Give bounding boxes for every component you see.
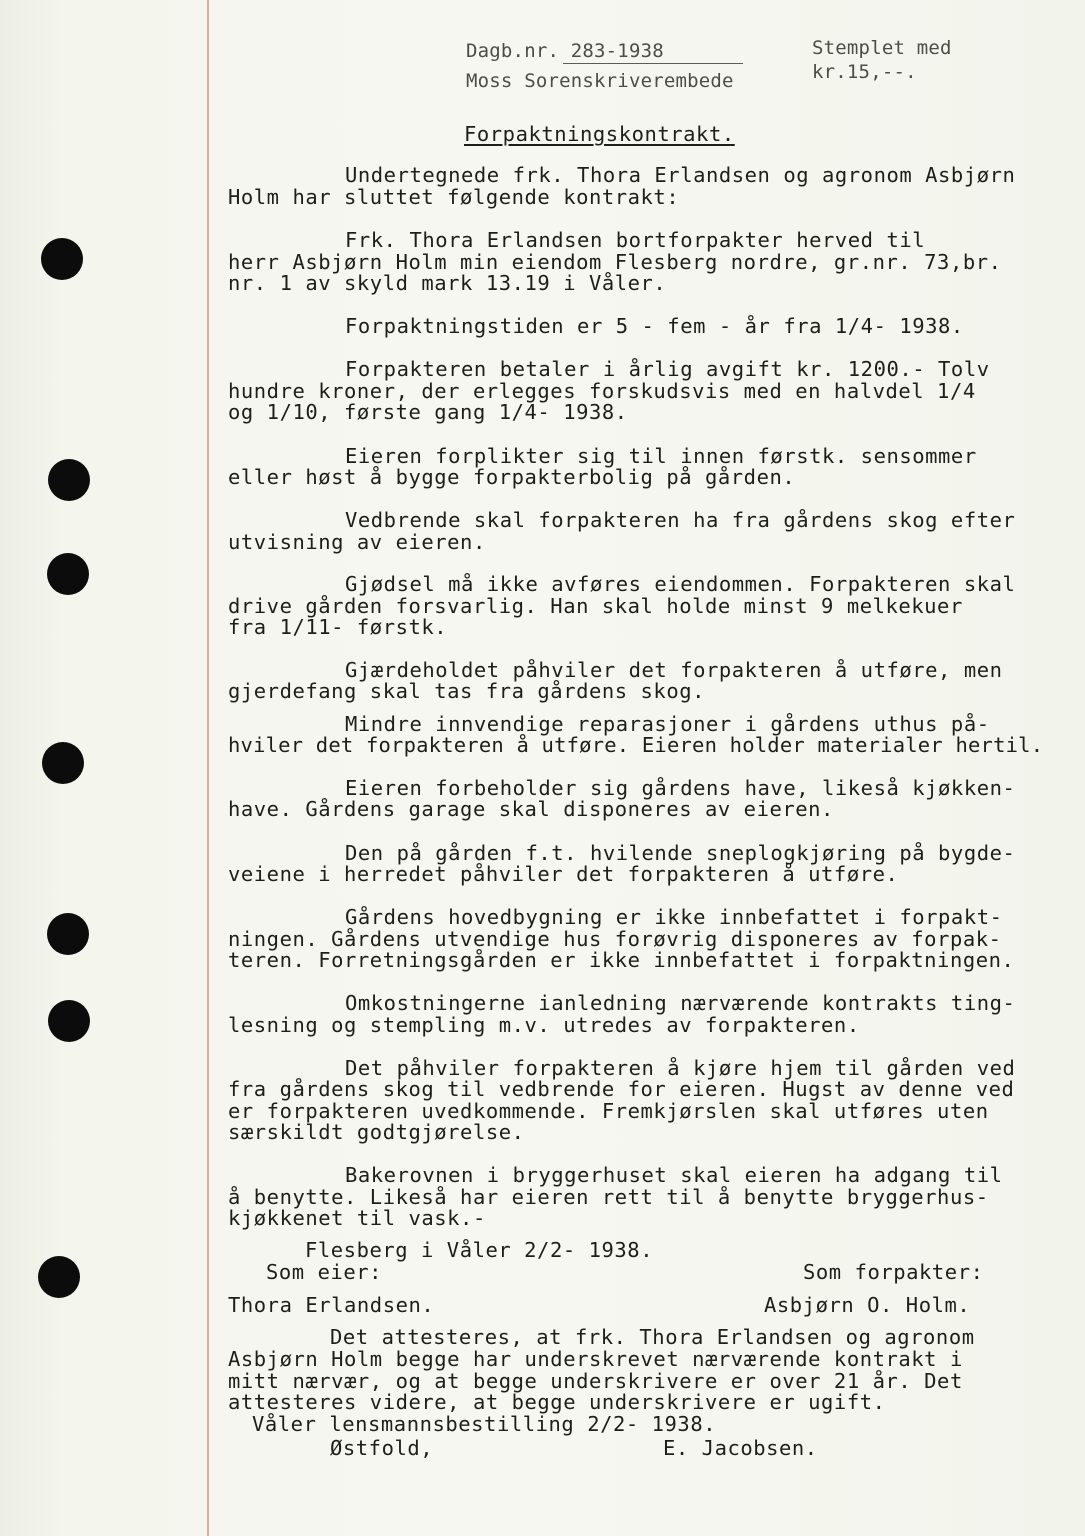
county: Østfold, — [330, 1436, 434, 1460]
body-line: Eieren forplikter sig til innen førstk. sensommer — [345, 444, 977, 468]
body-line: er forpakteren uvedkommende. Fremkjørslen skal utføres uten — [228, 1099, 989, 1123]
body-line: og 1/10, første gang 1/4- 1938. — [228, 400, 628, 424]
body-line: Frk. Thora Erlandsen bortforpakter herved til — [345, 228, 926, 252]
body-line: Det påhviler forpakteren å kjøre hjem til gården ved — [345, 1056, 1016, 1080]
body-line: hundre kroner, der erlegges forskudsvis med en halvdel 1/4 — [228, 379, 976, 403]
officer-name: E. Jacobsen. — [663, 1436, 818, 1460]
body-line: ningen. Gårdens utvendige hus forøvrig disponeres av forpak- — [228, 927, 1002, 951]
owner-label: Som eier: — [266, 1260, 383, 1284]
attest-line: Våler lensmannsbestilling 2/2- 1938. — [252, 1412, 717, 1436]
tenant-name: Asbjørn O. Holm. — [764, 1293, 971, 1317]
body-line: fra gårdens skog til vedbrende for eieren. Hugst av denne ved — [228, 1077, 1015, 1101]
owner-name: Thora Erlandsen. — [228, 1293, 435, 1317]
margin-rule — [207, 0, 209, 1536]
body-line: Gjødsel må ikke avføres eiendommen. Forpakteren skal — [345, 572, 1016, 596]
body-line: lesning og stempling m.v. utredes av forpakteren. — [228, 1013, 860, 1037]
body-line: Mindre innvendige reparasjoner i gårdens uthus på- — [345, 712, 990, 736]
office-name: Moss Sorenskriverembede — [466, 70, 734, 92]
attest-line: mitt nærvær, og at begge underskrivere er over 21 år. Det — [228, 1369, 963, 1393]
body-line: utvisning av eieren. — [228, 530, 486, 554]
attest-line: Asbjørn Holm begge har underskrevet nærværende kontrakt i — [228, 1347, 963, 1371]
place-date: Flesberg i Våler 2/2- 1938. — [305, 1238, 654, 1262]
body-line: Gårdens hovedbygning er ikke innbefattet i forpakt- — [345, 905, 1003, 929]
body-line: veiene i herredet påhviler det forpakteren å utføre. — [228, 862, 899, 886]
body-line: Undertegnede frk. Thora Erlandsen og agronom Asbjørn — [345, 163, 1016, 187]
tenant-label: Som forpakter: — [803, 1260, 984, 1284]
body-line: å benytte. Likeså har eieren rett til å benytte bryggerhus- — [228, 1185, 989, 1209]
punch-hole — [47, 913, 89, 955]
document-title: Forpaktningskontrakt. — [464, 122, 735, 146]
punch-hole — [38, 1256, 80, 1298]
stamp-note-line1: Stemplet med — [812, 37, 952, 59]
body-line: Forpaktningstiden er 5 - fem - år fra 1/4- 1938. — [345, 314, 964, 338]
dagb-nr: Dagb.nr. 283-1938 — [466, 40, 664, 62]
body-line: have. Gårdens garage skal disponeres av eieren. — [228, 797, 834, 821]
body-line: Omkostningerne ianledning nærværende kontrakts ting- — [345, 991, 1016, 1015]
body-line: Vedbrende skal forpakteren ha fra gårdens skog efter — [345, 508, 1016, 532]
punch-hole — [48, 1000, 90, 1042]
body-line: fra 1/11- førstk. — [228, 615, 448, 639]
attest-line: attesteres videre, at begge underskrivere er ugift. — [228, 1390, 886, 1414]
body-line: Holm har sluttet følgende kontrakt: — [228, 185, 680, 209]
attest-line: Det attesteres, at frk. Thora Erlandsen og agronom — [330, 1325, 975, 1349]
stamp-note-line2: kr.15,--. — [812, 61, 917, 83]
body-line: nr. 1 av skyld mark 13.19 i Våler. — [228, 271, 667, 295]
punch-hole — [48, 459, 90, 501]
body-line: hviler det forpakteren å utføre. Eieren holder materialer hertil. — [228, 733, 1044, 757]
punch-hole — [41, 238, 83, 280]
body-line: særskildt godtgjørelse. — [228, 1120, 525, 1144]
body-line: eller høst å bygge forpakterbolig på gården. — [228, 465, 796, 489]
body-line: herr Asbjørn Holm min eiendom Flesberg nordre, gr.nr. 73,br. — [228, 250, 1002, 274]
punch-hole — [42, 742, 84, 784]
body-line: Gjærdeholdet påhviler det forpakteren å utføre, men — [345, 658, 1003, 682]
body-line: teren. Forretningsgården er ikke innbefattet i forpaktningen. — [228, 948, 1015, 972]
body-line: gjerdefang skal tas fra gårdens skog. — [228, 679, 706, 703]
body-line: drive gården forsvarlig. Han skal holde minst 9 melkekuer — [228, 594, 963, 618]
body-line: kjøkkenet til vask.- — [228, 1206, 486, 1230]
body-line: Eieren forbeholder sig gårdens have, likeså kjøkken- — [345, 776, 1016, 800]
body-line: Forpakteren betaler i årlig avgift kr. 1200.- Tolv — [345, 357, 990, 381]
punch-hole — [47, 553, 89, 595]
body-line: Bakerovnen i bryggerhuset skal eieren ha adgang til — [345, 1163, 1003, 1187]
body-line: Den på gården f.t. hvilende sneplogkjøring på bygde- — [345, 841, 1016, 865]
dagb-underline — [563, 63, 743, 64]
